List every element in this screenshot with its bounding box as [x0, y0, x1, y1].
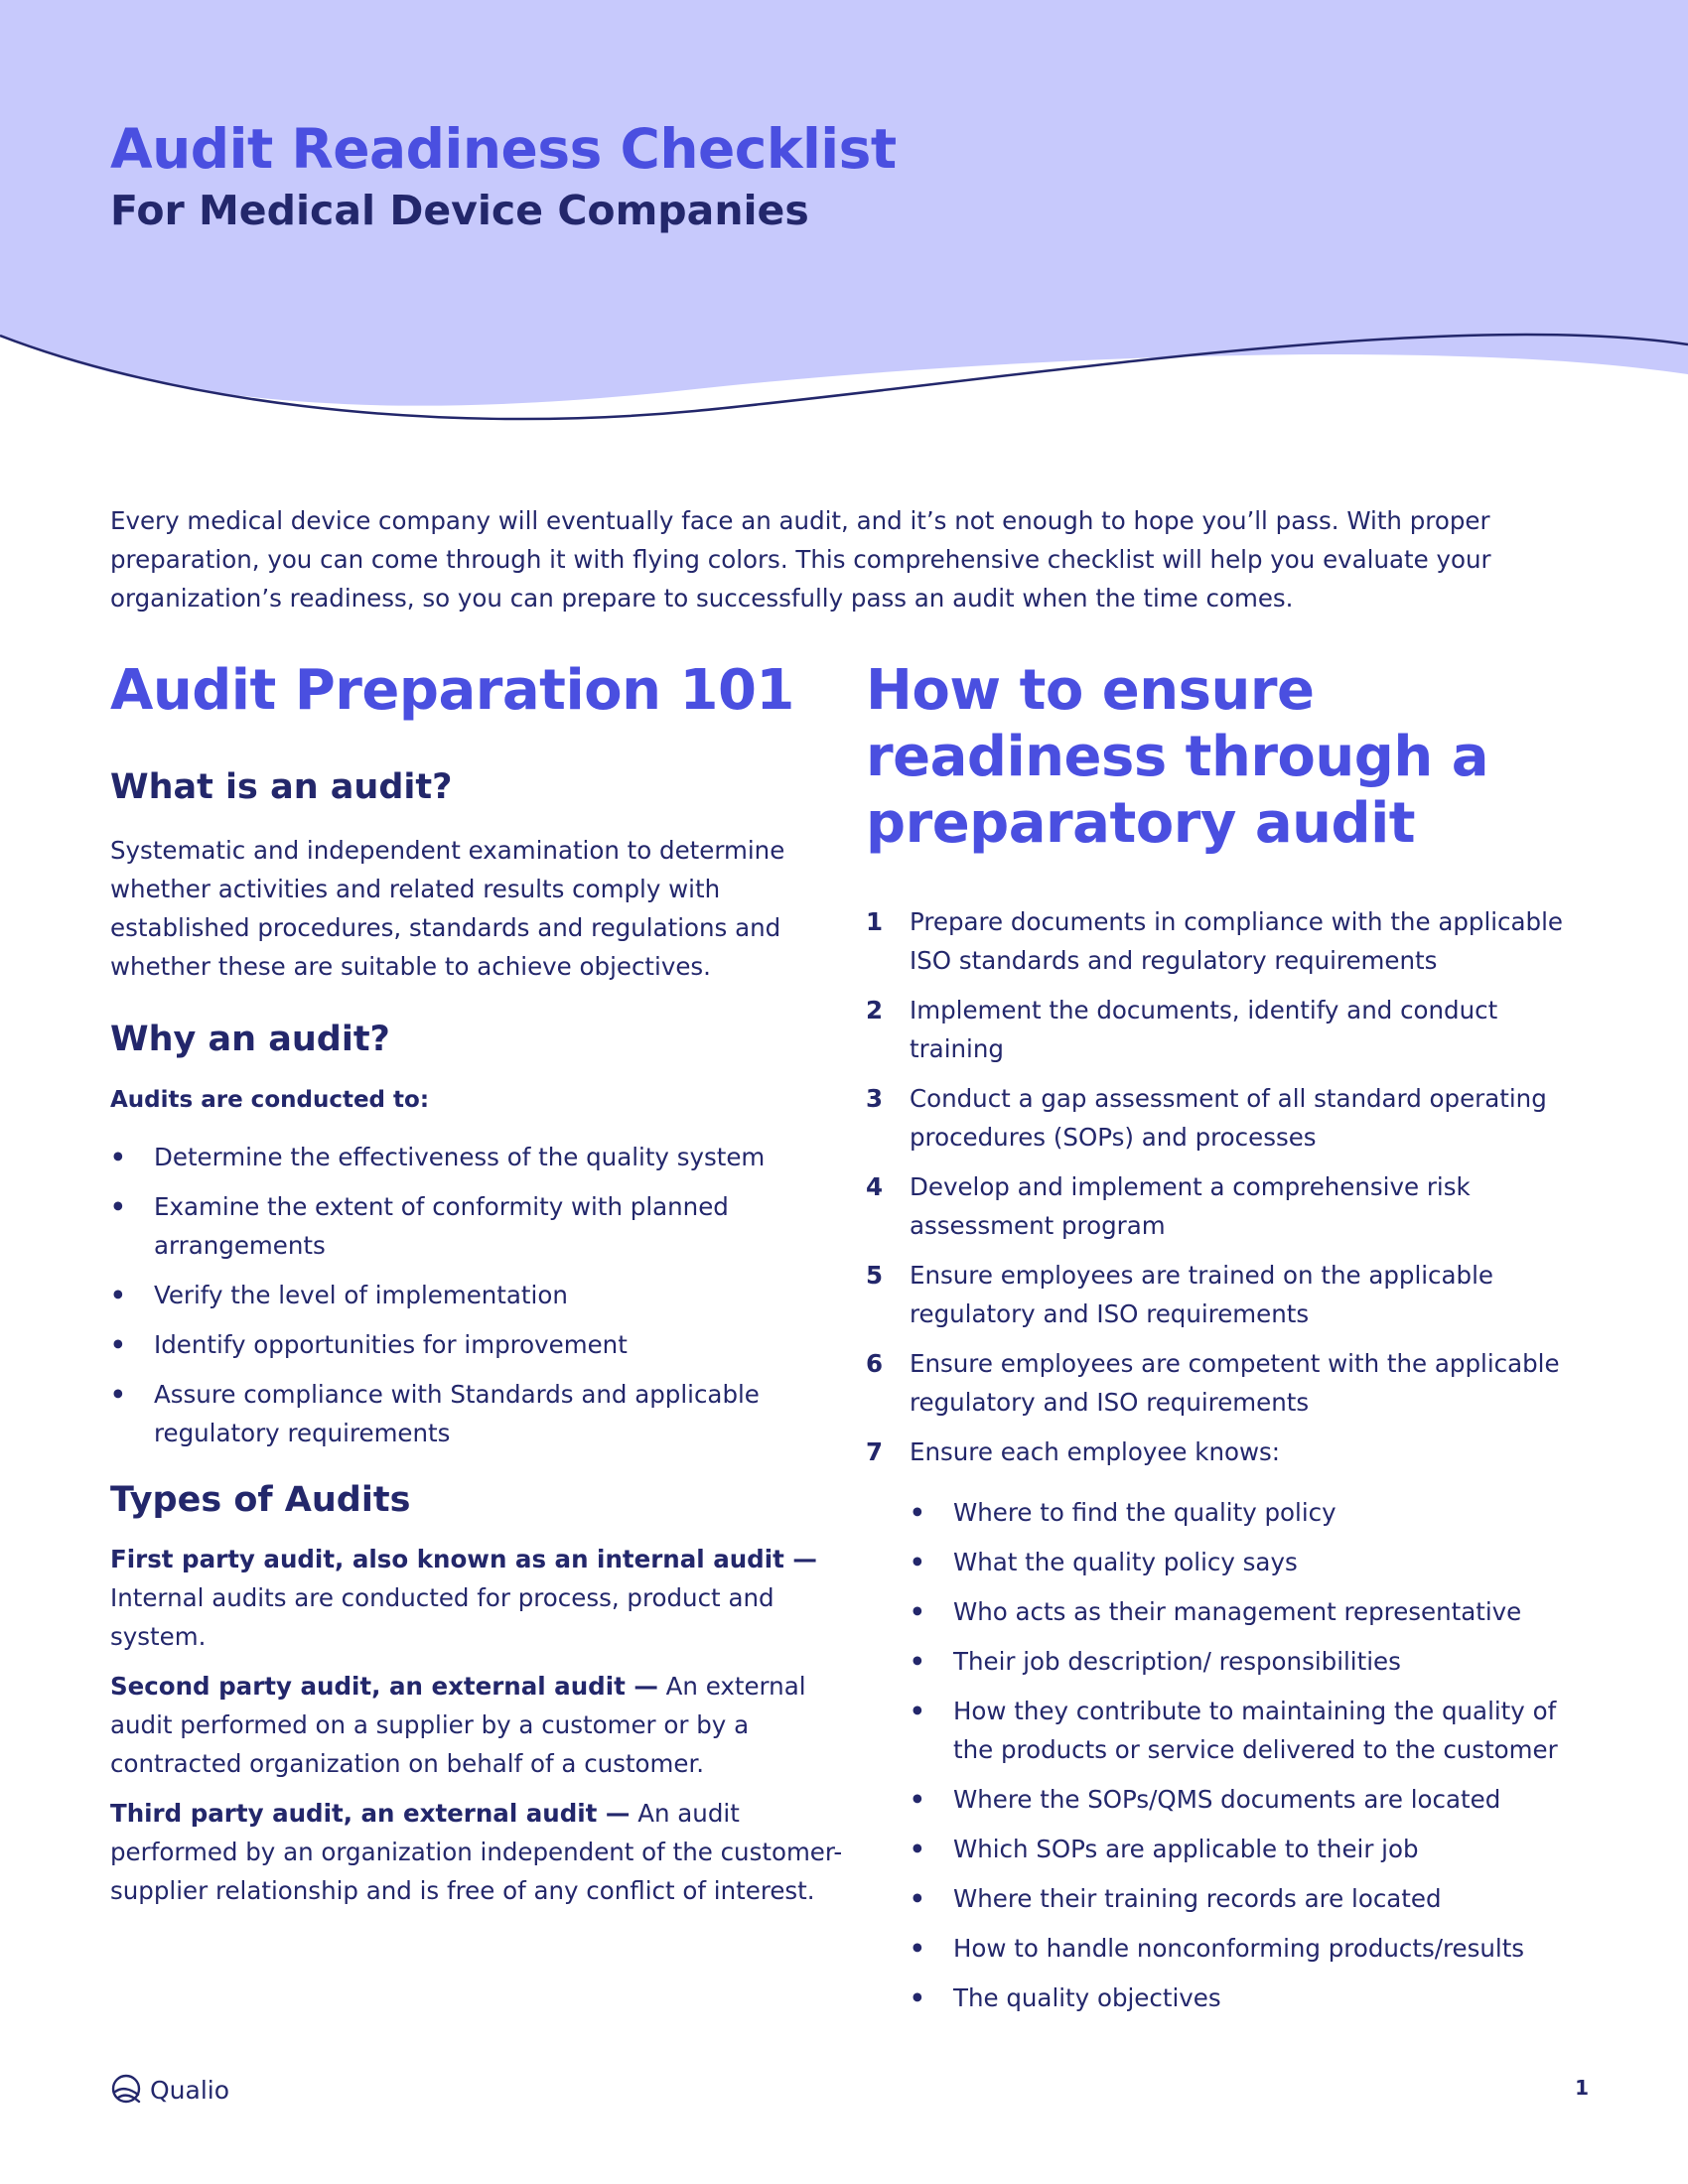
audit-type-description: Internal audits are conducted for process, product and system. [110, 1583, 774, 1651]
readiness-step [866, 902, 1581, 980]
step-number: 6 [866, 1349, 884, 1378]
why-audit-heading: Why an audit? [110, 1020, 390, 1059]
employee-knows-item-text: Their job description/ responsibilities [953, 1647, 1401, 1676]
step-text: Develop and implement a comprehensive risk assessment program [910, 1172, 1471, 1240]
why-audit-item [110, 1187, 845, 1265]
page-number: 1 [1575, 2076, 1589, 2100]
bullet-icon: • [910, 1884, 925, 1913]
page-title: Audit Readiness Checklist [110, 117, 897, 181]
audit-type-term: Third party audit, an external audit — [110, 1799, 631, 1828]
bullet-icon: • [910, 1983, 925, 2012]
employee-knows-item [910, 1979, 1581, 2017]
section-heading-audit-prep: Audit Preparation 101 [110, 658, 794, 723]
employee-knows-item [910, 1780, 1581, 1819]
why-audit-item-text: Identify opportunities for improvement [154, 1330, 628, 1359]
employee-knows-item [910, 1592, 1581, 1631]
step-number: 3 [866, 1084, 884, 1113]
bullet-icon: • [910, 1785, 925, 1814]
employee-knows-list [910, 1493, 1581, 2017]
employee-knows-item-text: Which SOPs are applicable to their job [953, 1835, 1419, 1863]
readiness-step [866, 1344, 1581, 1422]
left-column [110, 657, 845, 1921]
audit-type-term: Second party audit, an external audit — [110, 1672, 658, 1701]
step-text: Prepare documents in compliance with the applicable ISO standards and regulatory requirements [910, 907, 1563, 975]
step-text: Conduct a gap assessment of all standard operating procedures (SOPs) and processes [910, 1084, 1547, 1152]
right-column [866, 657, 1581, 2028]
bullet-icon: • [110, 1330, 126, 1359]
why-audit-list [110, 1138, 845, 1452]
audit-type-term: First party audit, also known as an internal audit — [110, 1545, 817, 1573]
types-of-audits-list [110, 1540, 845, 1910]
employee-knows-item [910, 1642, 1581, 1681]
readiness-steps-list [866, 902, 1581, 1471]
employee-knows-item-text: Where their training records are located [953, 1884, 1442, 1913]
audit-type-entry [110, 1667, 845, 1783]
step-number: 5 [866, 1261, 884, 1290]
step-number: 2 [866, 996, 884, 1024]
bullet-icon: • [110, 1380, 126, 1409]
why-audit-item-text: Assure compliance with Standards and applicable regulatory requirements [154, 1380, 760, 1447]
step-text: Ensure each employee knows: [910, 1437, 1281, 1466]
employee-knows-item [910, 1929, 1581, 1968]
bullet-icon: • [910, 1647, 925, 1676]
what-is-audit-text: Systematic and independent examination to determine whether activities and related results comply with established procedures, standards and regulations and whether these are suitable to achieve objectives. [110, 836, 785, 981]
employee-knows-item [910, 1543, 1581, 1581]
qualio-logo-icon [110, 2073, 144, 2107]
step-text: Ensure employees are competent with the applicable regulatory and ISO requirements [910, 1349, 1560, 1417]
intro-paragraph: Every medical device company will eventually face an audit, and it’s not enough to hope you’ll pass. With proper preparation, you can come through it with flying colors. This comprehensive checklist will help you evaluate your organization’s readiness, so you can prepare to successfully pass an audit when the time comes. [110, 506, 1491, 613]
readiness-step [866, 1079, 1581, 1157]
why-audit-item-text: Examine the extent of conformity with planned arrangements [154, 1192, 729, 1260]
footer-logo [110, 2073, 229, 2107]
bullet-icon: • [910, 1597, 925, 1626]
bullet-icon: • [910, 1697, 925, 1725]
bullet-icon: • [910, 1548, 925, 1576]
types-of-audits-heading: Types of Audits [110, 1480, 411, 1520]
what-is-audit-heading: What is an audit? [110, 767, 453, 807]
readiness-step [866, 1256, 1581, 1333]
readiness-step [866, 1433, 1581, 1471]
readiness-step [866, 991, 1581, 1068]
employee-knows-item-text: The quality objectives [953, 1983, 1221, 2012]
section-heading-readiness: How to ensure readiness through a preparatory audit [866, 658, 1489, 856]
why-audit-item-text: Determine the effectiveness of the quality system [154, 1143, 766, 1171]
why-audit-item-text: Verify the level of implementation [154, 1281, 568, 1309]
employee-knows-item-text: How they contribute to maintaining the quality of the products or service delivered to the customer [953, 1697, 1558, 1764]
step-number: 7 [866, 1437, 884, 1466]
step-text: Ensure employees are trained on the applicable regulatory and ISO requirements [910, 1261, 1493, 1328]
why-audit-item [110, 1276, 845, 1314]
bullet-icon: • [110, 1192, 126, 1221]
page-subtitle: For Medical Device Companies [110, 187, 809, 234]
step-number: 1 [866, 907, 884, 936]
readiness-step [866, 1167, 1581, 1245]
why-audit-item [110, 1138, 845, 1176]
why-audit-item [110, 1325, 845, 1364]
why-audit-lead: Audits are conducted to: [110, 1087, 430, 1113]
step-number: 4 [866, 1172, 884, 1201]
logo-text: Qualio [150, 2075, 230, 2105]
audit-type-description: An audit performed by an organization independent of the customer-supplier relationship and is free of any conflict of interest. [110, 1799, 843, 1905]
employee-knows-item-text: How to handle nonconforming products/results [953, 1934, 1525, 1963]
audit-type-entry [110, 1540, 845, 1656]
audit-type-entry [110, 1794, 845, 1910]
employee-knows-item-text: What the quality policy says [953, 1548, 1298, 1576]
employee-knows-item-text: Where the SOPs/QMS documents are located [953, 1785, 1501, 1814]
bullet-icon: • [910, 1498, 925, 1527]
why-audit-item [110, 1375, 845, 1452]
employee-knows-item [910, 1692, 1581, 1769]
bullet-icon: • [110, 1143, 126, 1171]
bullet-icon: • [910, 1934, 925, 1963]
bullet-icon: • [110, 1281, 126, 1309]
step-text: Implement the documents, identify and conduct training [910, 996, 1498, 1063]
employee-knows-item-text: Where to find the quality policy [953, 1498, 1336, 1527]
employee-knows-item [910, 1493, 1581, 1532]
employee-knows-item-text: Who acts as their management representative [953, 1597, 1522, 1626]
employee-knows-item [910, 1879, 1581, 1918]
employee-knows-item [910, 1830, 1581, 1868]
audit-type-description: An external audit performed on a supplier by a customer or by a contracted organization on behalf of a customer. [110, 1672, 806, 1778]
bullet-icon: • [910, 1835, 925, 1863]
